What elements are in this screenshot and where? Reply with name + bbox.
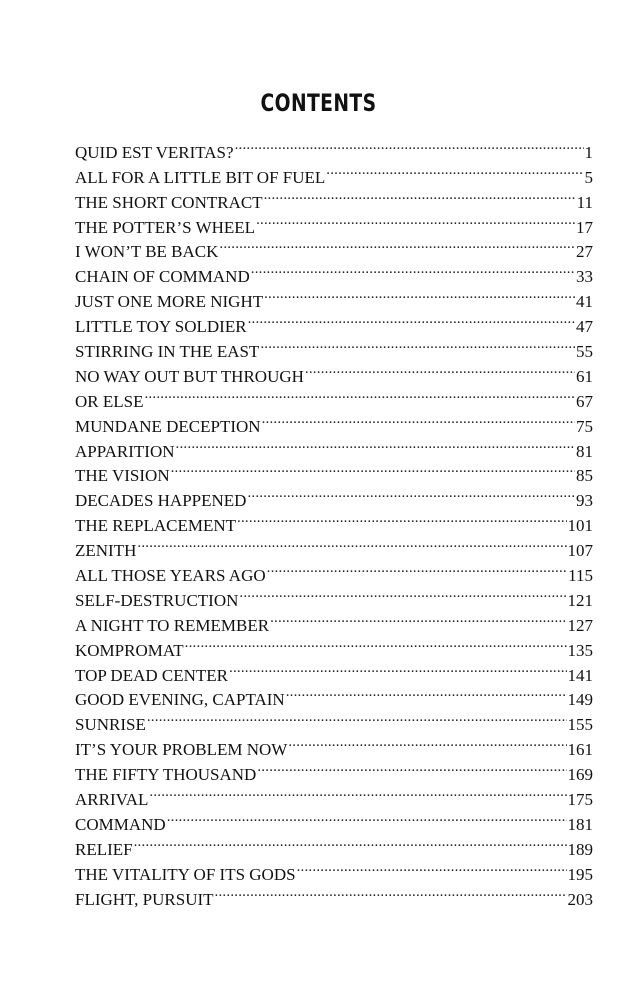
dot-leader <box>134 830 567 855</box>
dot-leader <box>239 581 566 606</box>
toc-entry-page-number: 181 <box>567 814 593 834</box>
dot-leader <box>235 133 584 158</box>
toc-entry-title: DECADES HAPPENED <box>75 491 247 511</box>
toc-entry-title: STIRRING IN THE EAST <box>75 342 260 362</box>
toc-entry-title: SELF-DESTRUCTION <box>75 590 239 610</box>
toc-entry-title: THE VISION <box>75 466 170 486</box>
toc-entry-page-number: 1 <box>584 142 593 162</box>
toc-entry[interactable] <box>75 830 593 859</box>
toc-entry-page-number: 149 <box>567 690 593 710</box>
toc-entry-page-number: 141 <box>567 665 593 685</box>
toc-entry-page-number: 41 <box>576 292 593 312</box>
toc-entry-title: KOMPROMAT <box>75 640 184 660</box>
toc-entry-page-number: 121 <box>567 590 593 610</box>
dot-leader <box>262 407 575 432</box>
toc-entry-title: TOP DEAD CENTER <box>75 665 228 685</box>
toc-entry-title: NO WAY OUT BUT THROUGH <box>75 366 304 386</box>
toc-entry-title: MUNDANE DECEPTION <box>75 416 261 436</box>
dot-leader <box>215 880 567 905</box>
toc-entry-title: COMMAND <box>75 814 166 834</box>
dot-leader <box>176 432 575 457</box>
toc-entry-title: QUID EST VERITAS? <box>75 142 234 162</box>
toc-entry-page-number: 33 <box>576 267 593 287</box>
toc-entry-page-number: 67 <box>576 391 593 411</box>
dot-leader <box>257 755 566 780</box>
toc-entry[interactable] <box>75 855 593 884</box>
dot-leader <box>229 656 567 681</box>
dot-leader <box>260 332 575 357</box>
toc-entry-title: ALL THOSE YEARS AGO <box>75 566 266 586</box>
page-title: CONTENTS <box>260 89 377 118</box>
toc-entry-page-number: 47 <box>576 317 593 337</box>
dot-leader <box>288 730 566 755</box>
toc-entry-title: THE POTTER’S WHEEL <box>75 217 256 237</box>
toc-entry-title: A NIGHT TO REMEMBER <box>75 615 270 635</box>
toc-entry-title: THE FIFTY THOUSAND <box>75 765 257 785</box>
toc-entry-title: RELIEF <box>75 839 133 859</box>
dot-leader <box>137 531 566 556</box>
toc-entry-page-number: 107 <box>567 541 593 561</box>
toc-entry-page-number: 93 <box>576 491 593 511</box>
toc-entry[interactable] <box>75 133 593 162</box>
dot-leader <box>267 556 567 581</box>
toc-entry[interactable] <box>75 805 593 834</box>
toc-entry[interactable] <box>75 780 593 810</box>
toc-entry-title: ARRIVAL <box>75 790 149 810</box>
dot-leader <box>147 705 567 730</box>
toc-entry[interactable] <box>75 705 593 735</box>
toc-entry-title: LITTLE TOY SOLDIER <box>75 317 247 337</box>
dot-leader <box>264 183 576 208</box>
toc-entry-page-number: 11 <box>576 192 593 212</box>
dot-leader <box>270 606 566 631</box>
toc-entry-page-number: 55 <box>576 342 593 362</box>
toc-entry-title: APPARITION <box>75 441 175 461</box>
toc-entry-title: IT’S YOUR PROBLEM NOW <box>75 740 288 760</box>
toc-entry-page-number: 127 <box>567 615 593 635</box>
toc-entry[interactable] <box>75 730 593 760</box>
toc-entry-page-number: 75 <box>576 416 593 436</box>
toc-entry-title: I WON’T BE BACK <box>75 242 219 262</box>
toc-entry[interactable] <box>75 531 593 561</box>
dot-leader <box>297 855 567 880</box>
toc-entry[interactable] <box>75 556 593 586</box>
toc-entry-title: SUNRISE <box>75 715 146 735</box>
toc-entry-page-number: 135 <box>567 640 593 660</box>
toc-entry-page-number: 101 <box>567 516 593 536</box>
toc-entry-page-number: 169 <box>567 765 593 785</box>
toc-entry-page-number: 161 <box>567 740 593 760</box>
toc-entry-page-number: 175 <box>567 790 593 810</box>
toc-entry-title: JUST ONE MORE NIGHT <box>75 292 264 312</box>
toc-entry-page-number: 85 <box>576 466 593 486</box>
dot-leader <box>167 805 567 830</box>
dot-leader <box>286 681 567 706</box>
table-of-contents <box>75 133 593 909</box>
toc-entry-page-number: 17 <box>576 217 593 237</box>
dot-leader <box>326 158 583 183</box>
toc-entry-page-number: 203 <box>567 889 593 909</box>
toc-entry-title: GOOD EVENING, CAPTAIN <box>75 690 285 710</box>
dot-leader <box>171 457 575 482</box>
dot-leader <box>305 357 575 382</box>
dot-leader <box>237 506 566 531</box>
dot-leader <box>185 631 567 656</box>
toc-entry[interactable] <box>75 382 593 411</box>
toc-entry-title: THE VITALITY OF ITS GODS <box>75 864 296 884</box>
toc-entry-page-number: 81 <box>576 441 593 461</box>
dot-leader <box>219 233 575 258</box>
dot-leader <box>248 307 575 332</box>
toc-entry-page-number: 27 <box>576 242 593 262</box>
toc-entry-page-number: 155 <box>567 715 593 735</box>
toc-entry-page-number: 195 <box>567 864 593 884</box>
toc-entry-page-number: 5 <box>584 167 593 187</box>
dot-leader <box>264 282 575 307</box>
toc-entry-title: ZENITH <box>75 541 137 561</box>
toc-entry[interactable] <box>75 407 593 436</box>
toc-entry-title: THE SHORT CONTRACT <box>75 192 263 212</box>
toc-entry-title: ALL FOR A LITTLE BIT OF FUEL <box>75 167 326 187</box>
toc-entry-title: FLIGHT, PURSUIT <box>75 889 214 909</box>
toc-entry-page-number: 61 <box>576 366 593 386</box>
toc-entry-page-number: 189 <box>567 839 593 859</box>
toc-entry-title: THE REPLACEMENT <box>75 516 237 536</box>
dot-leader <box>247 481 575 506</box>
dot-leader <box>144 382 575 407</box>
dot-leader <box>149 780 566 805</box>
toc-entry-title: OR ELSE <box>75 391 144 411</box>
toc-entry-title: CHAIN OF COMMAND <box>75 267 250 287</box>
dot-leader <box>251 257 575 282</box>
toc-entry-page-number: 115 <box>568 566 593 586</box>
dot-leader <box>256 208 575 233</box>
